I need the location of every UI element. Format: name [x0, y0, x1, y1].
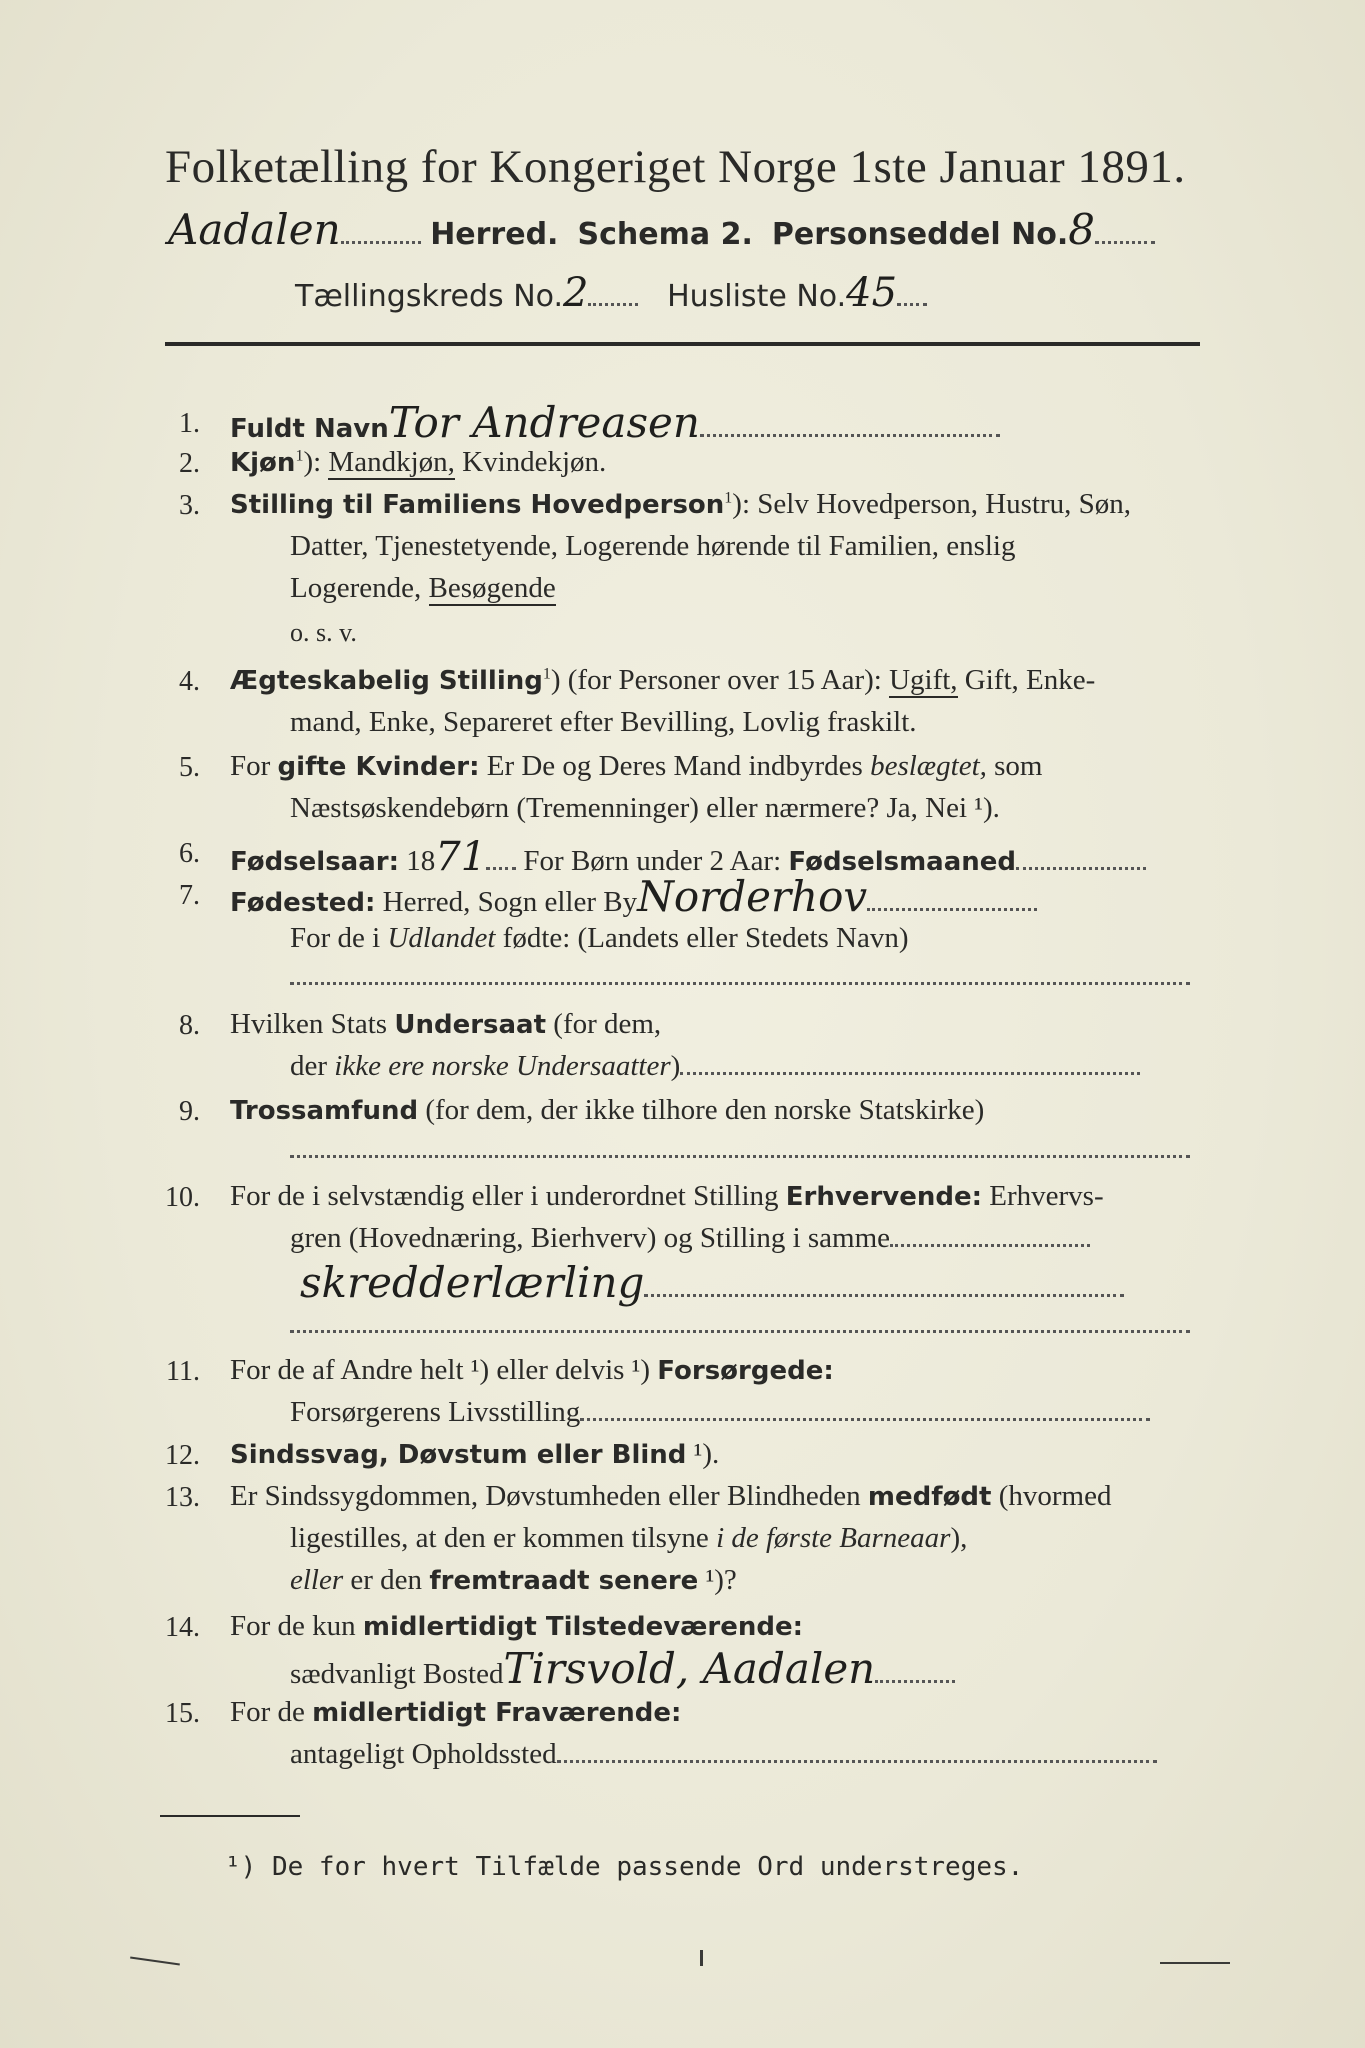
husliste-label: Husliste No.: [667, 279, 847, 314]
q3-row-4: o. s. v.: [290, 618, 357, 647]
q1-number: 1.: [179, 408, 200, 439]
q12-number: 12.: [165, 1440, 200, 1471]
header-kreds-line: [295, 270, 927, 316]
q14-row-2: sædvanligt BostedTirsvold, Aadalen: [290, 1644, 955, 1693]
q4-label: Ægteskabelig Stilling: [230, 666, 543, 696]
q10-number: 10.: [165, 1182, 200, 1213]
q5-label: gifte Kvinder:: [277, 752, 480, 782]
q3-option-besogende-underlined: Besøgende: [428, 572, 556, 604]
q14-row-1: For de kun midlertidigt Tilstedeværende:: [230, 1610, 804, 1642]
q11-row-1: For de af Andre helt ¹) eller delvis ¹) Forsørgede:: [230, 1354, 834, 1386]
q13-label: medfødt: [867, 1482, 992, 1512]
q14-answer: Tirsvold, Aadalen: [503, 1644, 876, 1693]
q10-row-2: gren (Hovednæring, Bierhverv) og Stilling i samme: [290, 1222, 1090, 1255]
q9-blank-line: [290, 1155, 1190, 1158]
q2-number: 2.: [179, 448, 200, 479]
page-mark-right: [1160, 1962, 1230, 1964]
q8-label: Undersaat: [394, 1010, 547, 1040]
q15-label: midlertidigt Fraværende:: [312, 1698, 682, 1728]
page-mark-left: [130, 1957, 180, 1966]
q15-row-2: antageligt Opholdssted: [290, 1738, 1157, 1771]
q3-number: 3.: [179, 490, 200, 521]
q13-row-3: eller er den fremtraadt senere ¹)?: [290, 1564, 737, 1596]
q15-row-1: For de midlertidigt Fraværende:: [230, 1696, 682, 1728]
q4-row-2: mand, Enke, Separeret efter Bevilling, Lovlig fraskilt.: [290, 706, 917, 738]
q10-blank-line: [290, 1330, 1190, 1333]
q7-label: Fødested:: [230, 888, 376, 918]
q2-label: Kjøn: [230, 448, 296, 478]
footnote: ¹) De for hvert Tilfælde passende Ord understreges.: [225, 1852, 1024, 1882]
q5-number: 5.: [179, 752, 200, 783]
q6-number: 6.: [179, 838, 200, 869]
q2-option-kvindekjon: Kvindekjøn.: [454, 446, 607, 478]
husliste-handwritten: 45: [846, 270, 898, 316]
q10-label: Erhvervende:: [785, 1182, 983, 1212]
q1-row: [230, 398, 1000, 447]
q1-answer: Tor Andreasen: [388, 398, 700, 447]
q6-row: Fødselsaar: 1871 For Børn under 2 Aar: Fødselsmaaned: [230, 834, 1146, 880]
q2-row: Kjøn$^1$): Mandkjøn, Kvindekjøn.: [230, 446, 607, 478]
kreds-label: Tællingskreds No.: [295, 279, 563, 314]
q3-label: Stilling til Familiens Hovedperson: [230, 490, 725, 520]
herred-handwritten: Aadalen: [168, 205, 341, 254]
q4-number: 4.: [179, 666, 200, 697]
q15-number: 15.: [165, 1698, 200, 1729]
q10-row-3: [300, 1258, 1124, 1307]
q11-row-2: Forsørgerens Livsstilling: [290, 1396, 1150, 1429]
q11-label: Forsørgede:: [657, 1356, 834, 1386]
q14-label: midlertidigt Tilstedeværende:: [362, 1612, 804, 1642]
schema-label: Schema 2.: [577, 217, 753, 252]
q5-row-2: Næstsøskendebørn (Tremenninger) eller nærmere? Ja, Nei ¹).: [290, 792, 1000, 824]
q7-row-2: For de i Udlandet fødte: (Landets eller Stedets Navn): [290, 922, 909, 954]
q8-number: 8.: [179, 1010, 200, 1041]
q7-blank-line: [290, 982, 1190, 985]
q7-row-1: Fødested: Herred, Sogn eller ByNorderhov: [230, 872, 1037, 921]
q2-option-mandkjon-underlined: Mandkjøn,: [328, 446, 455, 478]
personseddel-label: Personseddel No.: [771, 217, 1069, 252]
q3-row-2: Datter, Tjenestetyende, Logerende hørende til Familien, enslig: [290, 530, 1016, 562]
herred-label: Herred.: [430, 217, 559, 252]
q7-number: 7.: [179, 880, 200, 911]
q14-number: 14.: [165, 1612, 200, 1643]
q12-row: Sindssvag, Døvstum eller Blind ¹).: [230, 1438, 720, 1470]
page-mark-center: [700, 1950, 703, 1966]
q4-option-ugift-underlined: Ugift,: [889, 664, 958, 696]
header-rule: [165, 342, 1200, 346]
q13-row-2: ligestilles, at den er kommen tilsyne i de første Barneaar),: [290, 1522, 968, 1554]
q6-label-2: Fødselsmaaned: [788, 847, 1017, 877]
q13-number: 13.: [165, 1482, 200, 1513]
q13-label-2: fremtraadt senere: [429, 1566, 699, 1596]
q6-year-handwritten: 71: [435, 834, 487, 880]
header-herred-line: [168, 205, 1155, 254]
q9-label: Trossamfund: [230, 1096, 419, 1126]
q3-row-3: Logerende, Besøgende: [290, 572, 556, 604]
form-title: Folketælling for Kongeriget Norge 1ste Januar 1891.: [165, 141, 1186, 193]
q9-row: Trossamfund (for dem, der ikke tilhore den norske Statskirke): [230, 1094, 985, 1126]
footnote-rule: [160, 1815, 300, 1817]
q6-label: Fødselsaar:: [230, 847, 399, 877]
q11-number: 11.: [166, 1356, 200, 1387]
q4-row-1: Ægteskabelig Stilling$^1$) (for Personer over 15 Aar): Ugift, Gift, Enke-: [230, 664, 1096, 696]
q5-row-1: For gifte Kvinder: Er De og Deres Mand indbyrdes beslægtet, som: [230, 750, 1043, 782]
q10-row-1: For de i selvstændig eller i underordnet Stilling Erhvervende: Erhvervs-: [230, 1180, 1104, 1212]
q10-answer: skredderlærling: [300, 1258, 645, 1307]
personseddel-handwritten: 8: [1068, 205, 1095, 254]
q7-answer: Norderhov: [637, 872, 868, 921]
q8-row-2: der ikke ere norske Undersaatter): [290, 1050, 1140, 1083]
q12-label: Sindssvag, Døvstum eller Blind: [230, 1440, 687, 1470]
kreds-handwritten: 2: [563, 270, 589, 316]
q9-number: 9.: [179, 1096, 200, 1127]
q8-row-1: Hvilken Stats Undersaat (for dem,: [230, 1008, 662, 1040]
q13-row-1: Er Sindssygdommen, Døvstumheden eller Blindheden medfødt (hvormed: [230, 1480, 1112, 1512]
q1-label: Fuldt Navn: [230, 414, 389, 444]
q3-row-1: Stilling til Familiens Hovedperson$^1$): Selv Hovedperson, Hustru, Søn,: [230, 488, 1132, 520]
